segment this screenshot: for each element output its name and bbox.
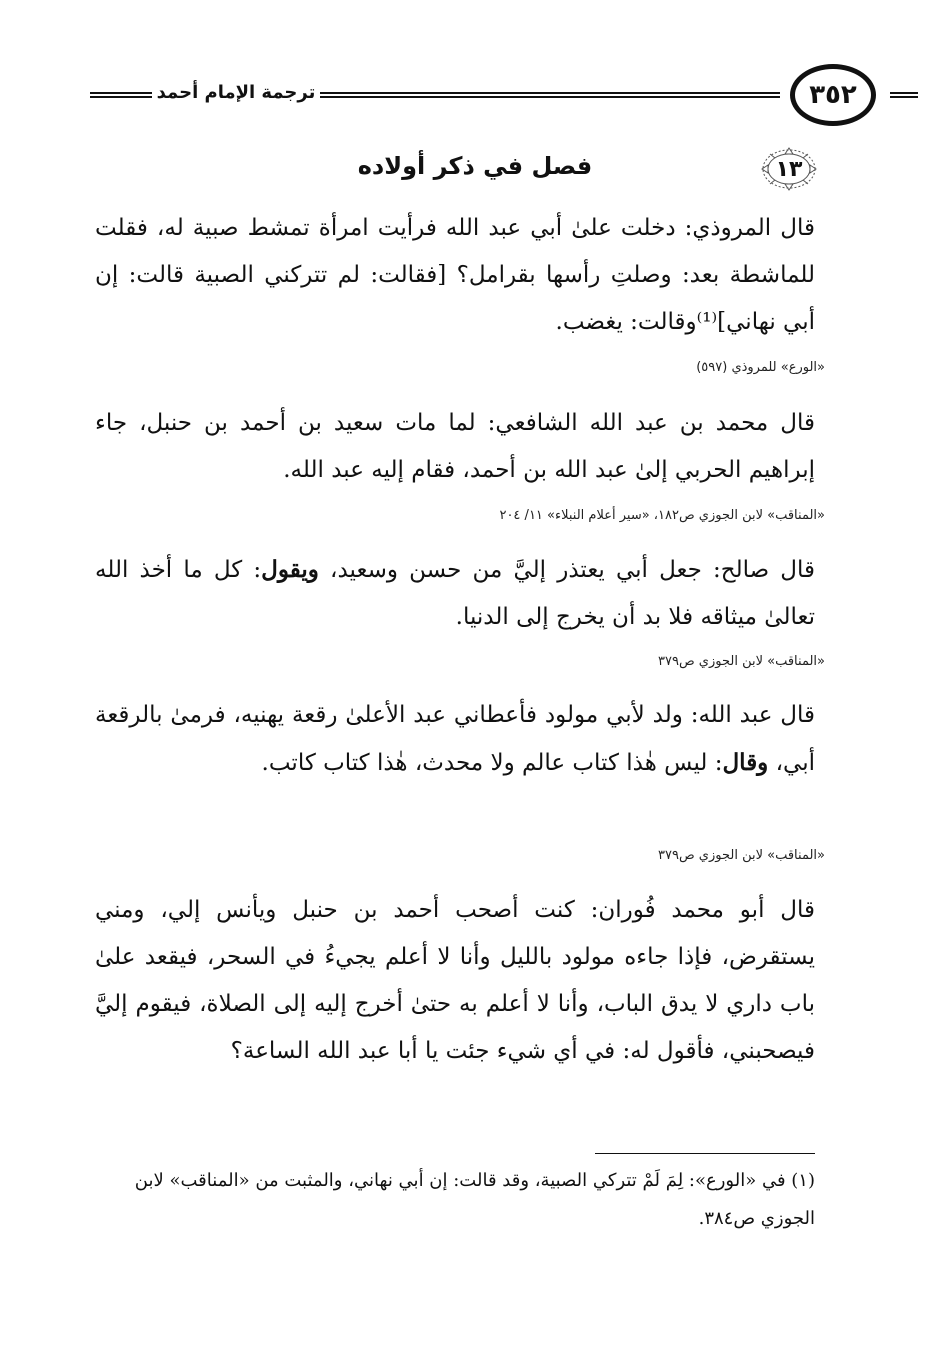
source-citation-2: «المناقب» لابن الجوزي ص١٨٢، «سير أعلام النبلاء» ١١/ ٢٠٤ <box>499 508 825 523</box>
paragraph-4-text-b: : ليس هٰذا كتاب عالم ولا محدث، هٰذا كتاب كاتب. <box>261 750 723 776</box>
source-citation-3: «المناقب» لابن الجوزي ص٣٧٩ <box>658 654 825 669</box>
source-citation-4: «المناقب» لابن الجوزي ص٣٧٩ <box>658 848 825 863</box>
paragraph-3-text-b: : كل ما أخذ الله تعالىٰ ميثاقه فلا بد أن يخرج إلى الدنيا. <box>95 557 815 630</box>
section-number: ١٣ <box>775 156 803 182</box>
paragraph-3-text-a: قال صالح: جعل أبي يعتذر إليَّ من حسن وسعيد، <box>330 557 816 583</box>
section-heading <box>120 146 820 192</box>
paragraph-5: قال أبو محمد فُوران: كنت أصحب أحمد بن حنبل ويأنس إلي، ومني يستقرض، فإذا جاءه مولود بالليل وأنا لا أعلم يجيءُ في السحر، فيقعد علىٰ باب داري لا يدق الباب، وأنا لا أعلم به حتىٰ أخرج إليه إلى الصلاة، فيقوم إليَّ فيصحبني، فأقول له: في أي شيء جئت يا أبا عبد الله الساعة؟ <box>95 897 815 1064</box>
paragraph-4 <box>95 692 815 787</box>
paragraph-4-bold: وقال <box>722 749 769 776</box>
paragraph-1: قال المروذي: دخلت علىٰ أبي عبد الله فرأيت امرأة تمشط صبية له، فقلت للماشطة بعد: وصلتِ رأسها بقرامل؟ [فقالت: لم تتركني الصبية قالت: إن أبي نهاني]⁽¹⁾وقالت: يغضب. <box>95 215 816 335</box>
section-title: فصل في ذكر أولاده <box>357 152 593 180</box>
section-number-ornament <box>758 146 820 192</box>
source-citation-1: «الورع» للمروذي (٥٩٧) <box>696 360 825 375</box>
footnote: (١) في «الورع»: لِمَ لَمْ تتركي الصبية، وقد قالت: إن أبي نهاني، والمثبت من «المناقب» لابن الجوزي ص٣٨٤. <box>134 1170 815 1229</box>
footnote-divider <box>595 1153 815 1154</box>
header-rule-left <box>90 92 152 98</box>
page-header <box>90 64 857 126</box>
running-title: ترجمة الإمام أحمد <box>156 82 316 103</box>
paragraph-4-text-a: قال عبد الله: ولد لأبي مولود فأعطاني عبد الأعلىٰ رقعة يهنيه، فرمىٰ بالرقعة أبي، <box>95 702 815 776</box>
paragraph-3-bold: ويقول <box>261 556 319 583</box>
paragraph-3 <box>95 546 815 641</box>
header-rule-middle <box>320 92 780 98</box>
page-number: ٣٥٢ <box>790 64 876 126</box>
paragraph-2: قال محمد بن عبد الله الشافعي: لما مات سعيد بن أحمد بن حنبل، جاء إبراهيم الحربي إلىٰ عبد الله بن أحمد، فقام إليه عبد الله. <box>95 410 815 483</box>
header-rule-right <box>890 92 918 98</box>
